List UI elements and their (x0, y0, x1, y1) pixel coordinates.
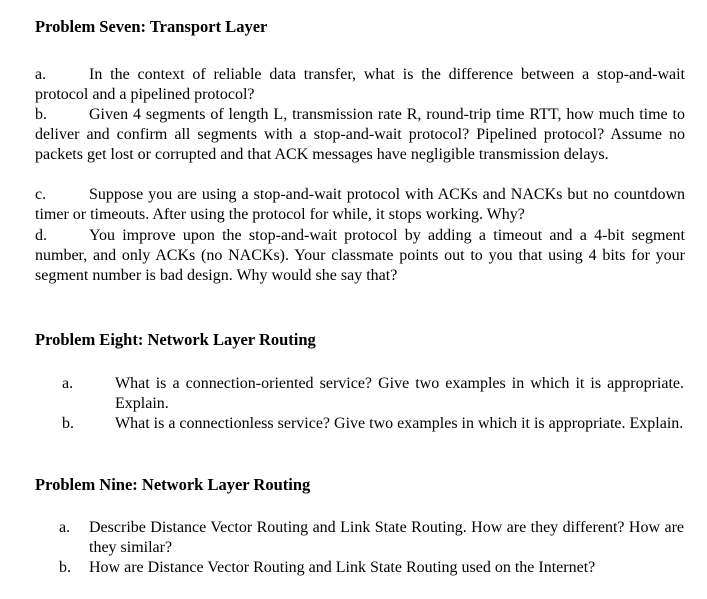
problem-nine-heading: Problem Nine: Network Layer Routing (35, 475, 311, 494)
problem-seven-heading: Problem Seven: Transport Layer (35, 17, 268, 36)
problem-eight-item-b (62, 414, 684, 434)
item-marker: b. (62, 415, 74, 432)
item-marker: a. (35, 66, 47, 83)
problem-eight-item-a (62, 374, 684, 414)
item-text: What is a connectionless service? Give two examples in which it is appropriate. Explain. (115, 415, 684, 432)
item-marker: a. (62, 375, 74, 392)
problem-seven-item-c (35, 185, 685, 225)
problem-nine-item-b (59, 558, 684, 578)
item-text: You improve upon the stop-and-wait protocol by adding a timeout and a 4-bit segment number, and only ACKs (no NACKs). Your classmate points out to you that using 4 bits for your segment number is bad design. Why would she say that? (35, 227, 685, 284)
item-text: What is a connection-oriented service? Give two examples in which it is appropriate. Explain. (115, 375, 684, 412)
problem-nine-item-a (59, 518, 684, 558)
problem-eight-heading: Problem Eight: Network Layer Routing (35, 330, 316, 349)
item-marker: a. (59, 519, 71, 536)
item-text: Given 4 segments of length L, transmission rate R, round-trip time RTT, how much time to deliver and confirm all segments with a stop-and-wait protocol? Pipelined protocol? Assume no packets get lost or corrupted and that ACK messages have negligible transmission delays. (35, 106, 685, 163)
item-text: Describe Distance Vector Routing and Link State Routing. How are they different? How are they similar? (89, 519, 684, 556)
item-text: How are Distance Vector Routing and Link State Routing used on the Internet? (89, 559, 596, 576)
item-text: In the context of reliable data transfer, what is the difference between a stop-and-wait protocol and a pipelined protocol? (35, 66, 685, 103)
item-marker: c. (35, 186, 47, 203)
item-marker: b. (35, 106, 47, 123)
item-marker: b. (59, 559, 71, 576)
problem-seven-item-d (35, 226, 685, 286)
problem-seven-item-b (35, 105, 685, 165)
item-marker: d. (35, 227, 47, 244)
problem-seven-item-a (35, 65, 685, 105)
item-text: Suppose you are using a stop-and-wait protocol with ACKs and NACKs but no countdown timer or timeouts. After using the protocol for while, it stops working. Why? (35, 186, 685, 223)
